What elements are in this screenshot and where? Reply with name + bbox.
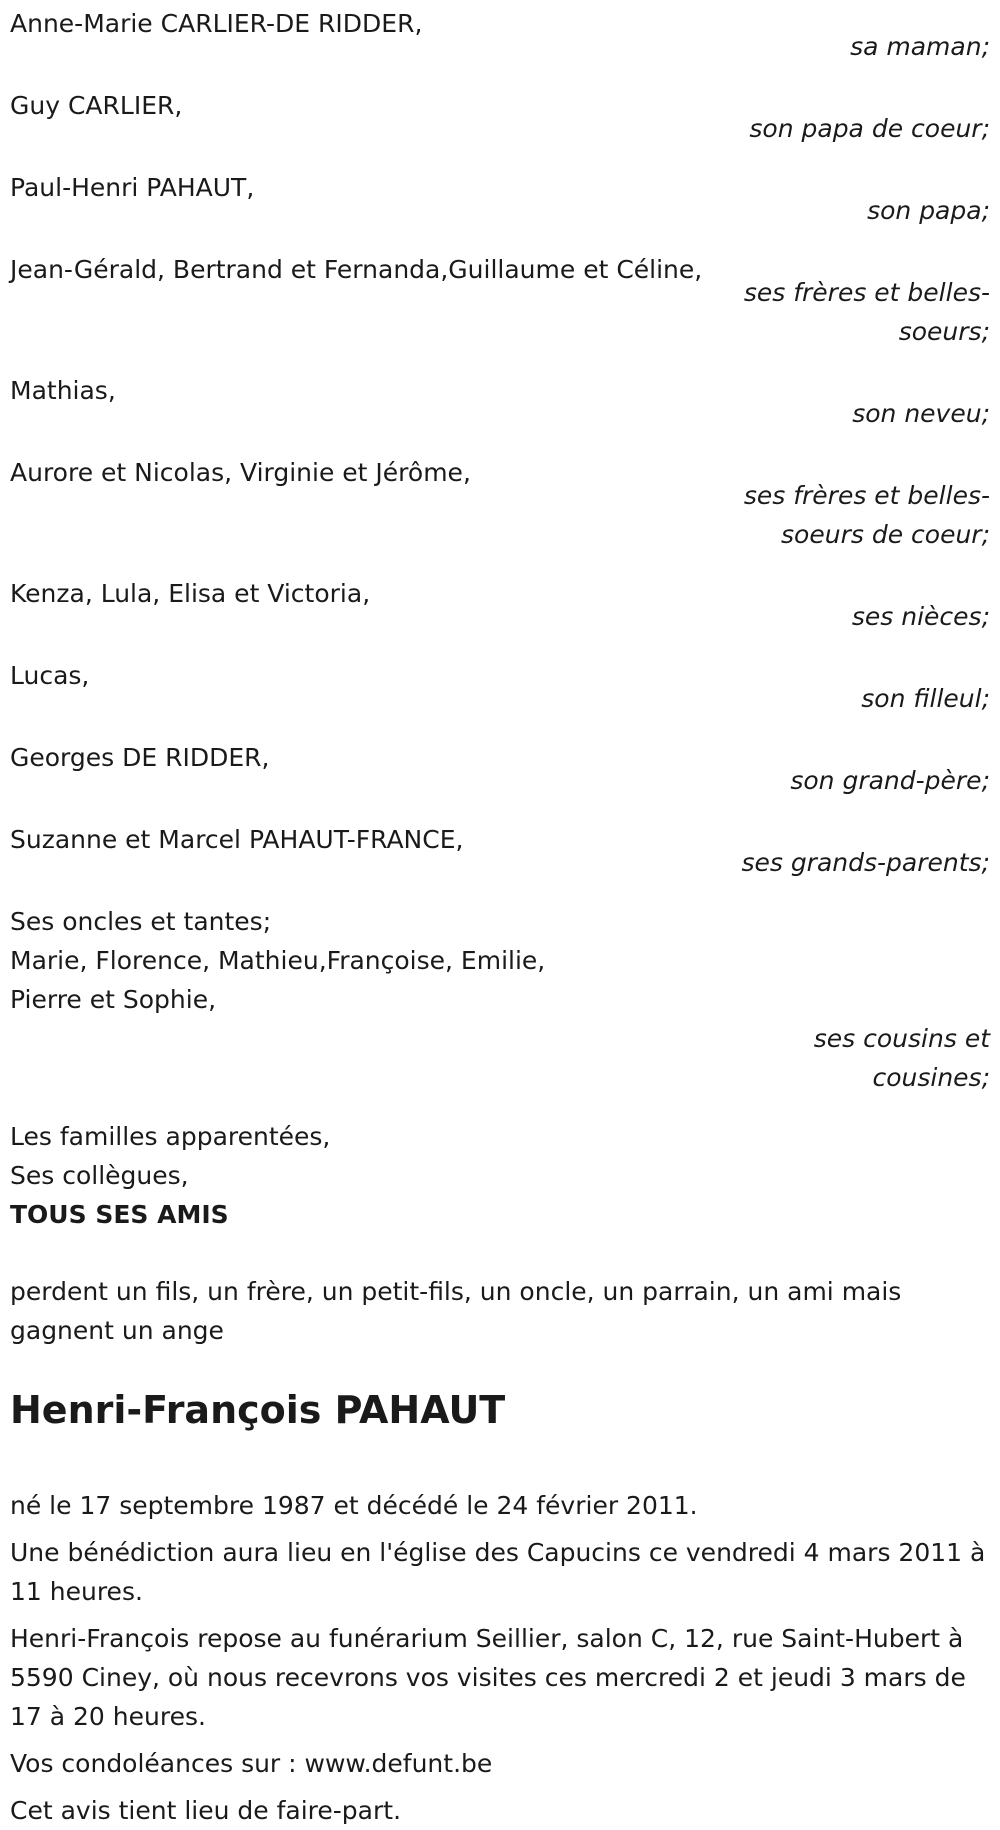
family-entry-mother (10, 4, 990, 66)
related-families-line: Les familles apparentées, (10, 1122, 331, 1151)
birth-death-dates: né le 17 septembre 1987 et décédé le 24 février 2011. (10, 1491, 698, 1520)
condolences-link: Vos condoléances sur : www.defunt.be (10, 1749, 493, 1778)
ceremony-info: Une bénédiction aura lieu en l'église des Capucins ce vendredi 4 mars 2011 à 11 heures. (10, 1538, 986, 1606)
family-relation: ses grands-parents; (741, 848, 990, 877)
family-relation: ses nièces; (851, 602, 990, 631)
family-entry-step-siblings (10, 453, 990, 554)
uncles-cousins-block (10, 902, 990, 1097)
family-entry-father (10, 168, 990, 230)
family-entry-godson (10, 656, 990, 718)
family-entry-stepfather (10, 86, 990, 148)
uncles-line: Ses oncles et tantes; (10, 907, 272, 936)
family-entry-siblings (10, 250, 990, 351)
family-list (10, 4, 990, 882)
friends-line: TOUS SES AMIS (10, 1200, 229, 1229)
family-relation: sa maman; (850, 32, 990, 61)
cousins-names-line: Marie, Florence, Mathieu,Françoise, Emilie, (10, 946, 546, 975)
family-entry-nieces (10, 574, 990, 636)
loss-message: perdent un fils, un frère, un petit-fils, un oncle, un parrain, un ami mais gagnent un ange (10, 1277, 902, 1345)
family-relation: son grand-père; (790, 766, 990, 795)
deceased-name: Henri-François PAHAUT (10, 1388, 506, 1432)
family-names: Georges DE RIDDER, (10, 743, 270, 772)
closing-block (10, 1117, 990, 1234)
family-entry-grandfather (10, 738, 990, 800)
cousins-names-line: Pierre et Sophie, (10, 985, 217, 1014)
family-names: Mathias, (10, 376, 116, 405)
announcement-note: Cet avis tient lieu de faire-part. (10, 1796, 402, 1825)
family-relation: ses frères et belles-soeurs; (743, 278, 990, 346)
family-names: Aurore et Nicolas, Virginie et Jérôme, (10, 458, 471, 487)
family-relation: son papa de coeur; (749, 114, 990, 143)
family-names: Guy CARLIER, (10, 91, 183, 120)
family-names: Paul-Henri PAHAUT, (10, 173, 255, 202)
colleagues-line: Ses collègues, (10, 1161, 189, 1190)
family-names: Kenza, Lula, Elisa et Victoria, (10, 579, 371, 608)
family-names: Jean-Gérald, Bertrand et Fernanda,Guillaume et Céline, (10, 255, 703, 284)
funeral-home-info: Henri-François repose au funérarium Seillier, salon C, 12, rue Saint-Hubert à 5590 Ciney, où nous recevrons vos visites ces mercredi 2 et jeudi 3 mars de 17 à 20 heures. (10, 1624, 966, 1731)
family-entry-nephew (10, 371, 990, 433)
family-relation: son neveu; (852, 399, 990, 428)
family-entry-grandparents (10, 820, 990, 882)
family-relation: son papa; (867, 196, 990, 225)
family-relation: ses frères et belles-soeurs de coeur; (743, 481, 990, 549)
cousins-relation: ses cousins et cousines; (813, 1024, 990, 1092)
family-names: Suzanne et Marcel PAHAUT-FRANCE, (10, 825, 464, 854)
family-names: Anne-Marie CARLIER-DE RIDDER, (10, 9, 423, 38)
family-names: Lucas, (10, 661, 90, 690)
family-relation: son filleul; (861, 684, 990, 713)
